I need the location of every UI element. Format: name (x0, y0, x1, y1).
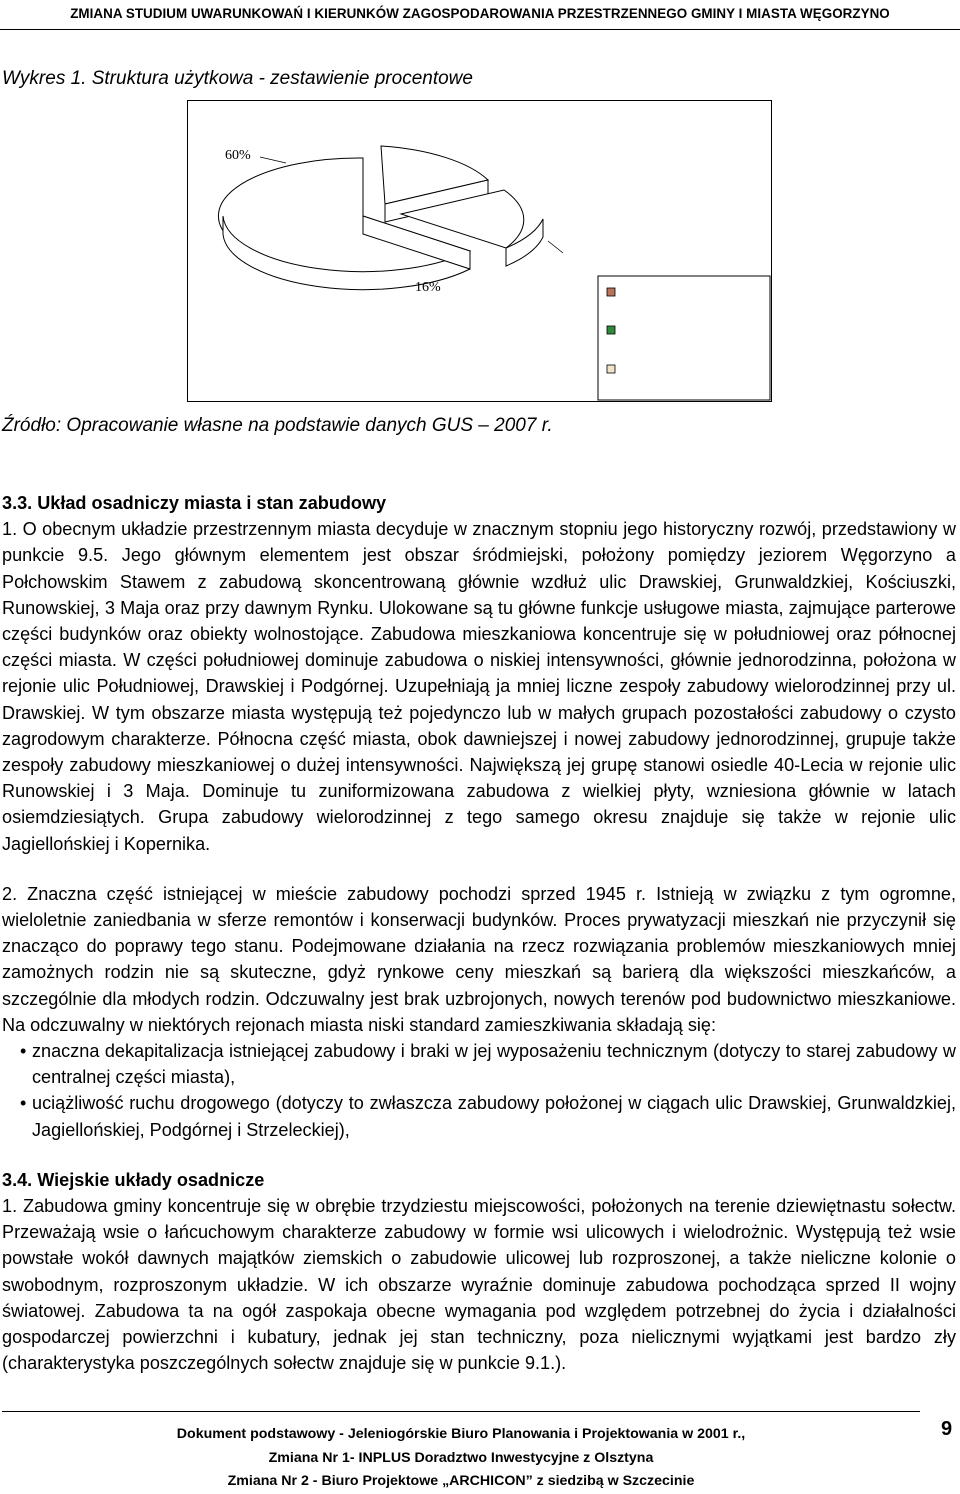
pie-chart (187, 100, 772, 402)
section-3-3-heading: 3.3. Układ osadniczy miasta i stan zabudowy (2, 493, 387, 513)
section-3-4-heading: 3.4. Wiejskie układy osadnicze (2, 1169, 265, 1190)
paragraph-3-3-2: 2. Znaczna część istniejącej w mieście zabudowy pochodzi sprzed 1945 r. Istnieją w związku z tym ogromne, wieloletnie zaniedbania w sferze remontów i konserwacji budynków. Proces prywatyzacji mieszkań nie przyczynił się znacząco do poprawy tego stanu. Podejmowane działania na rzecz rozwiązania problemów mieszkaniowych mniej zamożnych rodzin nie są skuteczne, gdyż rynkowe ceny mieszkań są barierą dla większości mieszkańców, a szczególnie dla młodych rodzin. Odczuwalny jest brak uzbrojonych, nowych terenów pod budownictwo mieszkaniowe. Na odczuwalny w niektórych rejonach miasta niski standard zamieszkiwania składają się: (2, 883, 956, 1035)
footer-line-3: Zmiana Nr 2 - Biuro Projektowe „ARCHICON” z siedzibą w Szczecinie (227, 1473, 695, 1489)
footer-line-2: Zmiana Nr 1- INPLUS Doradztwo Inwestycyjne z Olsztyna (268, 1449, 654, 1466)
page-number: 9 (941, 1418, 953, 1440)
paragraph-3-3-1: 1. O obecnym układzie przestrzennym miasta decyduje w znacznym stopniu jego historyczny rozwój, przedstawiony w punkcie 9.5. Jego głównym elementem jest obszar śródmiejski, położony pomiędzy jeziorem Węgorzyno a Połchowskim Stawem z zabudową skoncentrowaną głównie wzdłuż ulic Drawskiej, Grunwaldzkiej, Kościuszki, Runowskiej, 3 Maja oraz przy dawnym Rynku. Ulokowane są tu główne funkcje usługowe miasta, zajmujące parterowe części budynków oraz obiekty wolnostojące. Zabudowa mieszkaniowa koncentruje się w południowej oraz północnej części miasta. W części południowej dominuje zabudowa o niskiej intensywności, głównie jednorodzinna, położona w rejonie ulic Południowej, Drawskiej i Podgórnej. Uzupełniają ja mniej liczne zespoły zabudowy wielorodzinnej przy ul. Drawskiej. W tym obszarze miasta występują też pojedynczo lub w małych grupach pozostałości zabudowy o czysto zagrodowym charakterze. Północna część miasta, obok dawniejszej i nowej zabudowy jednorodzinnej, grupuje także zespoły zabudowy mieszkaniowej o dużej intensywności. Największą jej grupę stanowi osiedle 40-Lecia w rejonie ulic Runowskiej i 3 Maja. Dominuje tu zuniformizowana zabudowa z wielkiej płyty, wzniesiona głównie w latach osiemdziesiątych. Grupa zabudowy wielorodzinnej z tego samego okresu znajduje się także w rejonie ulic Jagiellońskiej i Kopernika. (2, 519, 956, 854)
chart-source: Źródło: Opracowanie własne na podstawie danych GUS – 2007 r. (2, 415, 553, 436)
chart-title: Wykres 1. Struktura użytkowa - zestawienie procentowe (2, 68, 473, 89)
legend-frame (598, 276, 770, 400)
leader-line-60 (260, 157, 286, 163)
list-item: • uciążliwość ruchu drogowego (dotyczy to zwłaszcza zabudowy położonej w ciągach ulic Drawskiej, Grunwaldzkiej, Jagiellońskiej, Podgórnej i Strzeleckiej), (2, 1090, 956, 1142)
bullet-list (2, 1038, 956, 1143)
document-header: ZMIANA STUDIUM UWARUNKOWAŃ I KIERUNKÓW ZAGOSPODAROWANIA PRZESTRZENNEGO GMINY I MIASTA WĘGORZYNO (70, 6, 890, 21)
legend-swatch-1 (607, 288, 615, 296)
header-rule (0, 29, 960, 30)
paragraph-3-4-1: 1. Zabudowa gminy koncentruje się w obrębie trzydziestu miejscowości, położonych na terenie dziewiętnastu sołectw. Przeważają wsie o łańcuchowym charakterze zabudowy w formie wsi ulicowych i wielodrożnic. Występują też wsie powstałe wokół dawnych majątków ziemskich o zabudowie ulicowej lub rozproszonej, a także nieliczne kolonie o swobodnym, rozproszonym układzie. W ich obszarze wyraźnie dominuje zabudowa pochodząca sprzed II wojny światowej. Zabudowa ta na ogół zaspokaja obecne wymagania pod względem potrzebnej do życia i działalności gospodarczej powierzchni i kubatury, jednak jej stan techniczny, poza nielicznymi wyjątkami jest bardzo zły (charakterystyka poszczególnych sołectw znajduje się w punkcie 9.1.). (2, 1196, 956, 1374)
legend-swatch-3 (607, 365, 615, 373)
leader-line-24 (548, 241, 563, 253)
paragraph-gap (2, 1143, 956, 1167)
legend-swatch-2 (607, 326, 615, 334)
footer-line-1: Dokument podstawowy - Jeleniogórskie Biuro Planowania i Projektowania w 2001 r., (176, 1426, 746, 1442)
document-footer (2, 1423, 920, 1494)
pie-chart-svg (188, 101, 771, 401)
list-item: • znaczna dekapitalizacja istniejącej zabudowy i braki w jej wyposażeniu technicznym (dotyczy to starej zabudowy w centralnej części miasta), (2, 1038, 956, 1090)
section-3-3 (2, 490, 956, 1377)
footer-rule (2, 1411, 920, 1412)
pie-label-16: 16% (415, 280, 441, 295)
pie-label-60: 60% (225, 148, 251, 163)
bullet-icon: • (20, 1093, 27, 1114)
bullet-icon: • (20, 1041, 27, 1062)
paragraph-gap (2, 857, 956, 881)
